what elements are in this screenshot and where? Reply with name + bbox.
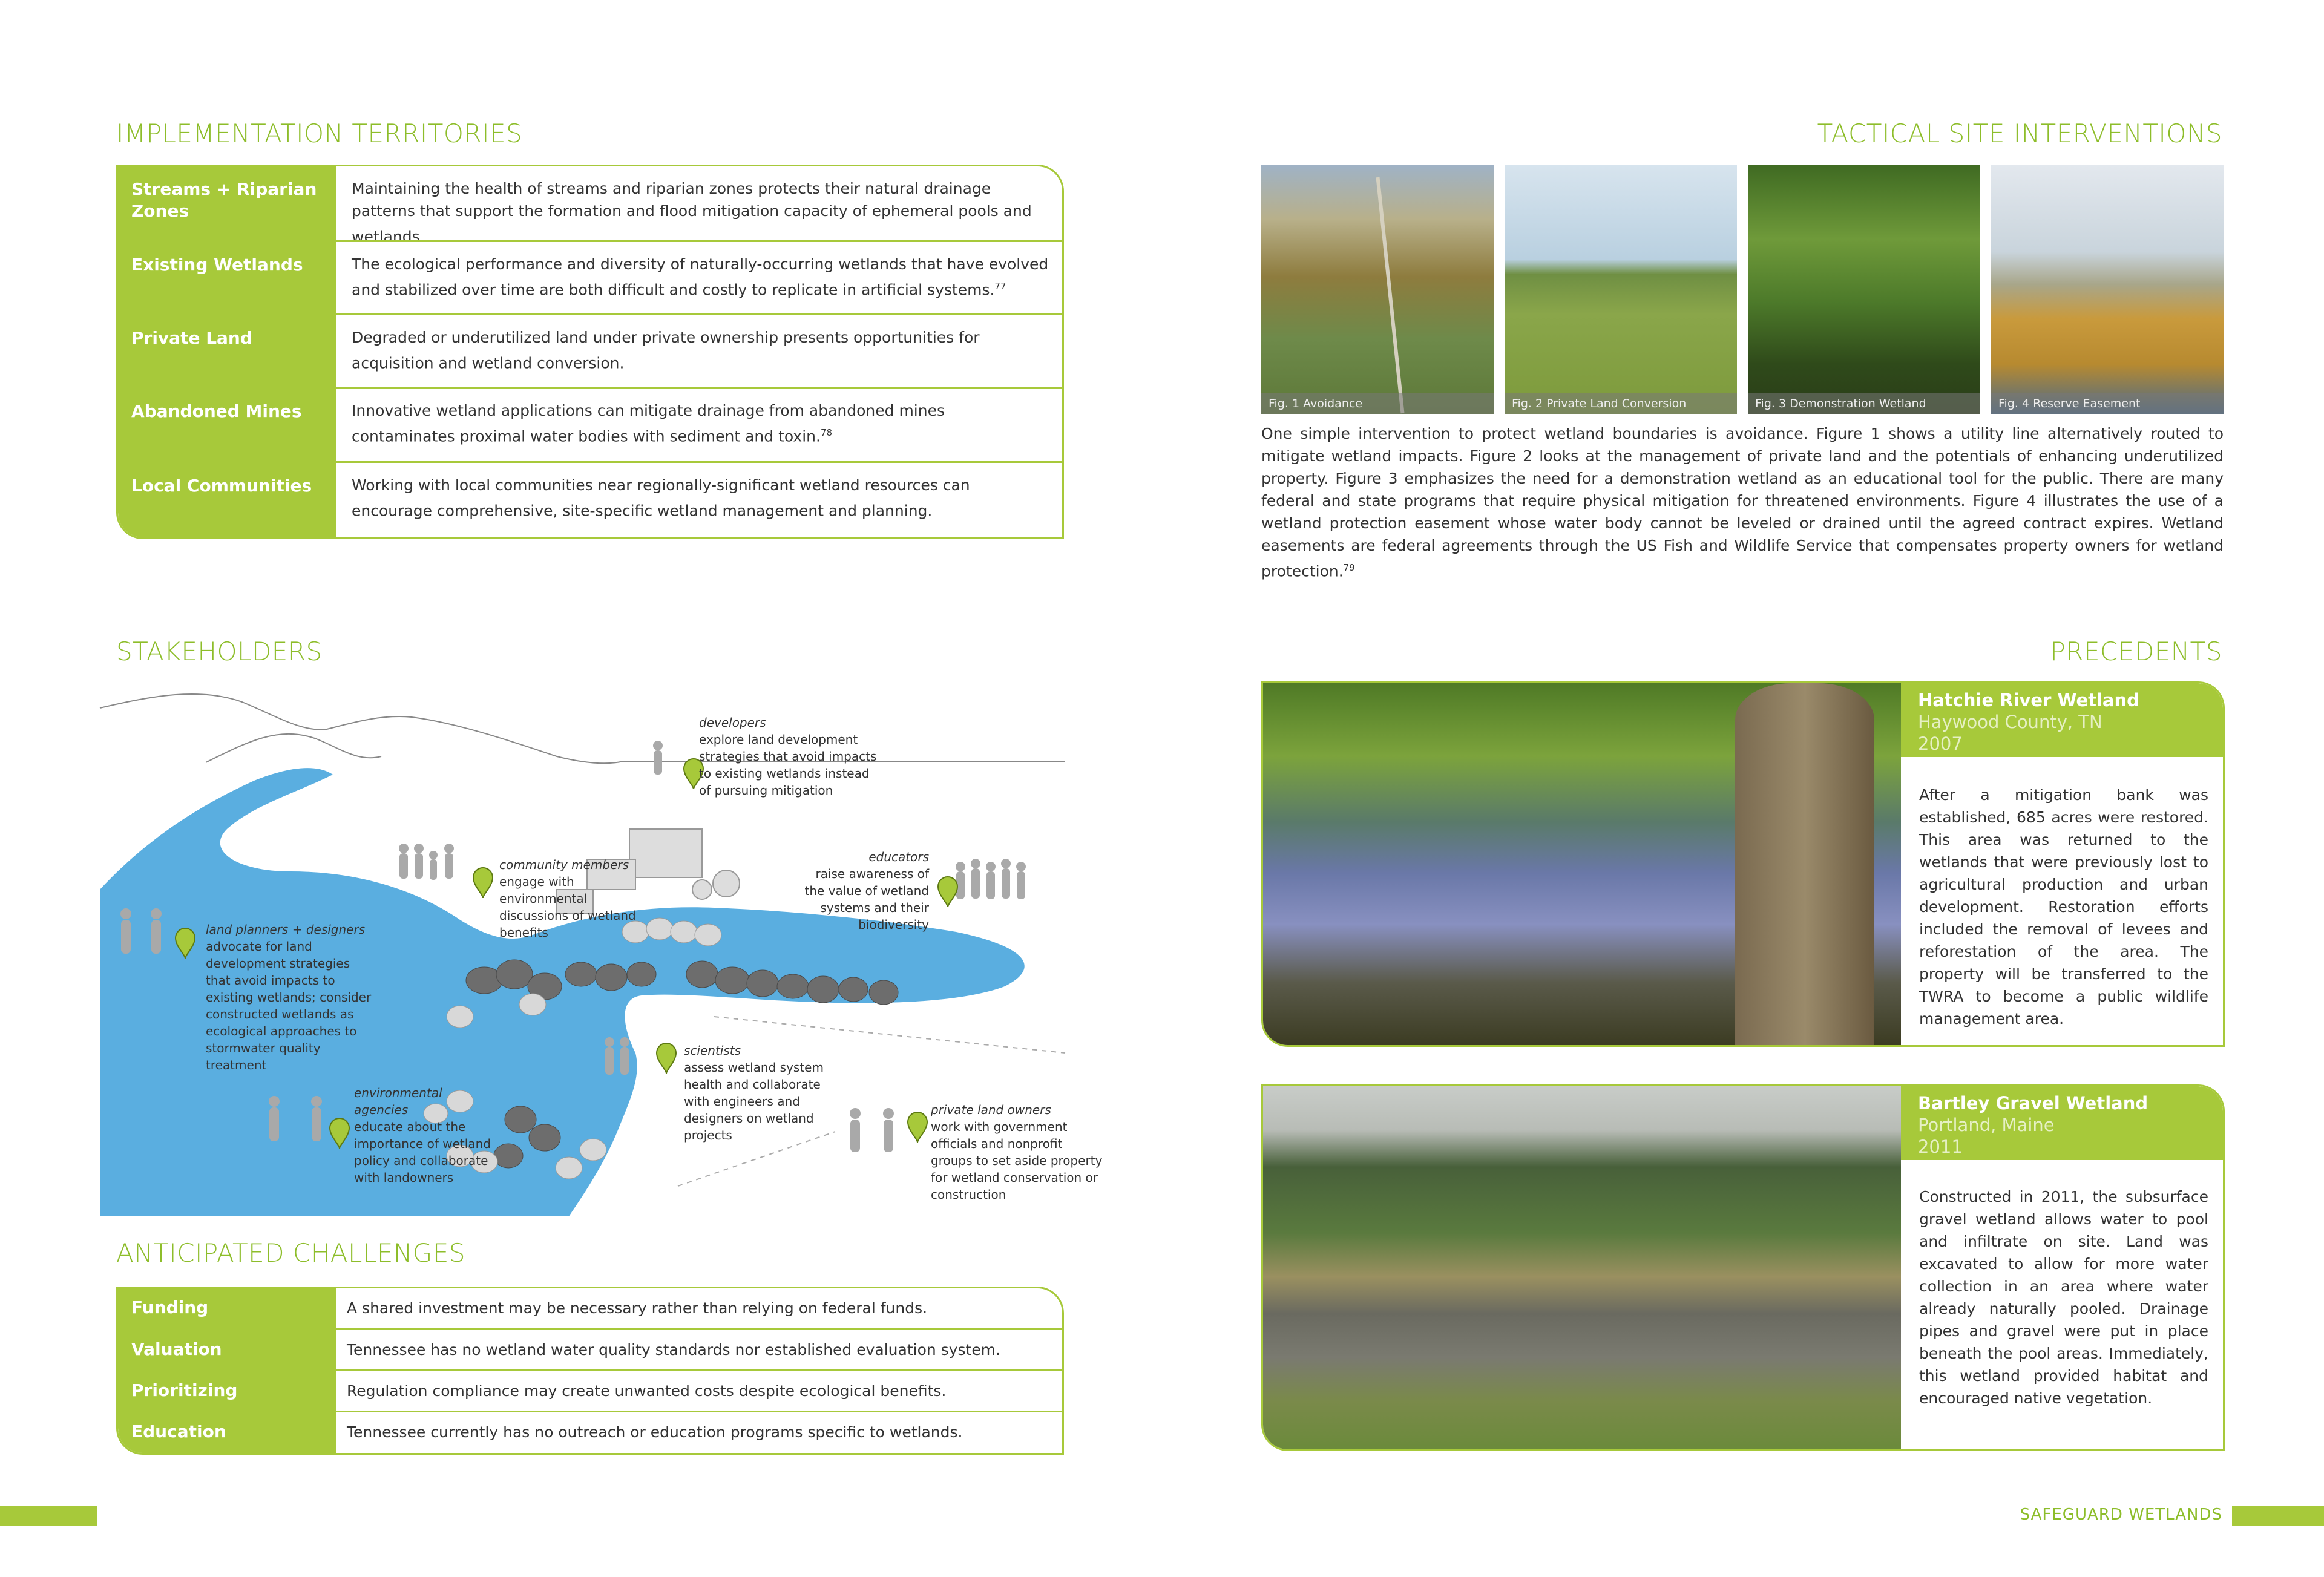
precedent-header xyxy=(1901,683,2223,757)
precedent-location: Haywood County, TN xyxy=(1918,712,2102,732)
figure-caption: Fig. 2 Private Land Conversion xyxy=(1505,393,1737,414)
figure-demonstration xyxy=(1748,165,1980,414)
precedent-location: Portland, Maine xyxy=(1918,1115,2055,1135)
challenge-text: Regulation compliance may create unwanted costs despite ecological benefits. xyxy=(347,1382,947,1400)
challenge-label: Education xyxy=(118,1412,336,1455)
tactical-heading: TACTICAL SITE INTERVENTIONS xyxy=(1817,119,2222,148)
territory-text: Innovative wetland applications can mitigate drainage from abandoned mines contaminates proximal water bodies with sediment and toxin.$^{78}$ xyxy=(352,402,945,445)
precedent-description: Constructed in 2011, the subsurface gravel wetland allows water to pool and infiltrate on site. Land was excavated to allow for more water collection in an area where water already naturally pooled. Drainage pipes and gravel were put in place beneath the pool areas. Immediately, this wetland provided habitat and encouraged native vegetation. xyxy=(1919,1188,2208,1407)
challenge-row xyxy=(118,1369,1062,1412)
precedent-name: Hatchie River Wetland xyxy=(1918,690,2139,710)
stakeholder-landowners: private land owners work with government officials and nonprofit groups to set aside property for wetland conservation or construction xyxy=(931,1103,1103,1202)
stakeholder-scientists: scientists assess wetland system health and collaborate with engineers and designers on wetland projects xyxy=(684,1043,824,1143)
stakeholder-developers: developers explore land development strategies that avoid impacts to existing wetlands instead of pursuing mitigation xyxy=(699,715,877,798)
challenge-text: A shared investment may be necessary rather than relying on federal funds. xyxy=(347,1299,928,1317)
mountain-outline xyxy=(100,694,623,763)
territories-table xyxy=(116,165,1064,539)
precedent-year: 2007 xyxy=(1918,733,1963,754)
implementation-heading: IMPLEMENTATION TERRITORIES xyxy=(116,119,523,148)
territory-text: Maintaining the health of streams and riparian zones protects their natural drainage patterns that support the formation and flood mitigation capacity of ephemeral pools and wetlands. xyxy=(352,180,1032,246)
territory-label: Local Communities xyxy=(118,463,336,539)
precedent-year: 2011 xyxy=(1918,1136,1963,1157)
challenges-table xyxy=(116,1287,1064,1455)
tree-trunk xyxy=(1735,683,1874,1047)
territory-label: Abandoned Mines xyxy=(118,389,336,463)
territory-label: Streams + Riparian Zones xyxy=(118,166,336,240)
precedent-description: After a mitigation bank was established, 685 acres were restored. This area was returned to the wetlands that were previously lost to agricultural production and urban development. Restoration efforts included the removal of levees and reforestation of the area. The property will be transferred to the TWRA to become a public wildlife management area. xyxy=(1919,786,2208,1028)
challenge-row xyxy=(118,1328,1062,1371)
territory-label: Private Land xyxy=(118,315,336,389)
stakeholder-educators: educators raise awareness of the value of wetland systems and their biodiversity xyxy=(804,850,929,932)
challenge-row xyxy=(118,1288,1062,1328)
territory-row xyxy=(118,240,1062,315)
challenge-label: Funding xyxy=(118,1288,336,1328)
challenge-text: Tennessee currently has no outreach or education programs specific to wetlands. xyxy=(347,1423,963,1441)
challenge-text: Tennessee has no wetland water quality standards nor established evaluation system. xyxy=(347,1341,1001,1359)
figure-caption: Fig. 4 Reserve Easement xyxy=(1991,393,2224,414)
footer-title: SAFEGUARD WETLANDS xyxy=(2020,1506,2222,1524)
challenges-heading: ANTICIPATED CHALLENGES xyxy=(116,1238,466,1268)
figure-caption: Fig. 3 Demonstration Wetland xyxy=(1748,393,1980,414)
challenge-row xyxy=(118,1411,1062,1455)
precedent-photo xyxy=(1263,683,1901,1047)
footer-bar-right xyxy=(2232,1506,2324,1526)
tactical-paragraph: One simple intervention to protect wetland boundaries is avoidance. Figure 1 shows a utility line alternatively routed to mitigate wetland impacts. Figure 2 looks at the management of private land and the potentials of enhancing underutilized property. Figure 3 emphasizes the need for a demonstration wetland as an educational tool for the public. There are many federal and state programs that require physical mitigation for threatened environments. Figure 4 illustrates the use of a wetland protection easement whose water body cannot be leveled or drained until the agreed contract expires. Wetland easements are federal agreements through the US Fish and Wildlife Service that compensates property owners for wetland protection.$^{79}$ xyxy=(1261,425,2224,580)
territory-row xyxy=(118,166,1062,246)
figure-caption: Fig. 1 Avoidance xyxy=(1261,393,1494,414)
precedent-header xyxy=(1901,1086,2223,1160)
territory-row xyxy=(118,313,1062,389)
challenge-label: Prioritizing xyxy=(118,1371,336,1412)
figure-avoidance xyxy=(1261,165,1494,414)
territory-row xyxy=(118,461,1062,539)
territory-text: Degraded or underutilized land under private ownership presents opportunities for acquisition and wetland conversion. xyxy=(352,329,980,372)
precedent-card xyxy=(1261,1084,2225,1451)
footer-bar-left xyxy=(0,1506,97,1526)
stakeholder-agencies: environmental agencies educate about the importance of wetland policy and collaborate with landowners xyxy=(354,1086,491,1185)
figure-private-land xyxy=(1505,165,1737,414)
utility-line xyxy=(1376,177,1405,413)
precedents-heading: PRECEDENTS xyxy=(2050,637,2222,666)
stakeholders-heading: STAKEHOLDERS xyxy=(116,637,323,666)
precedent-name: Bartley Gravel Wetland xyxy=(1918,1093,2148,1113)
territory-text: The ecological performance and diversity of naturally-occurring wetlands that have evolved and stabilized over time are both difficult and costly to replicate in artificial systems.$^{77}$ xyxy=(352,255,1049,299)
stakeholder-community: community members engage with environmental discussions of wetland benefits xyxy=(499,857,636,940)
challenge-label: Valuation xyxy=(118,1330,336,1371)
precedent-card xyxy=(1261,681,2225,1047)
stakeholder-planners: land planners + designers advocate for land development strategies that avoid impacts to existing wetlands; consider constructed wetlands as ecological approaches to stormwater quality treatment xyxy=(206,922,372,1072)
territory-label: Existing Wetlands xyxy=(118,242,336,315)
figure-reserve xyxy=(1991,165,2224,414)
territory-text: Working with local communities near regionally-significant wetland resources can encourage comprehensive, site-specific wetland management and planning. xyxy=(352,476,970,520)
mountain-outline xyxy=(206,734,381,762)
territory-row xyxy=(118,387,1062,463)
precedent-photo xyxy=(1263,1086,1901,1451)
